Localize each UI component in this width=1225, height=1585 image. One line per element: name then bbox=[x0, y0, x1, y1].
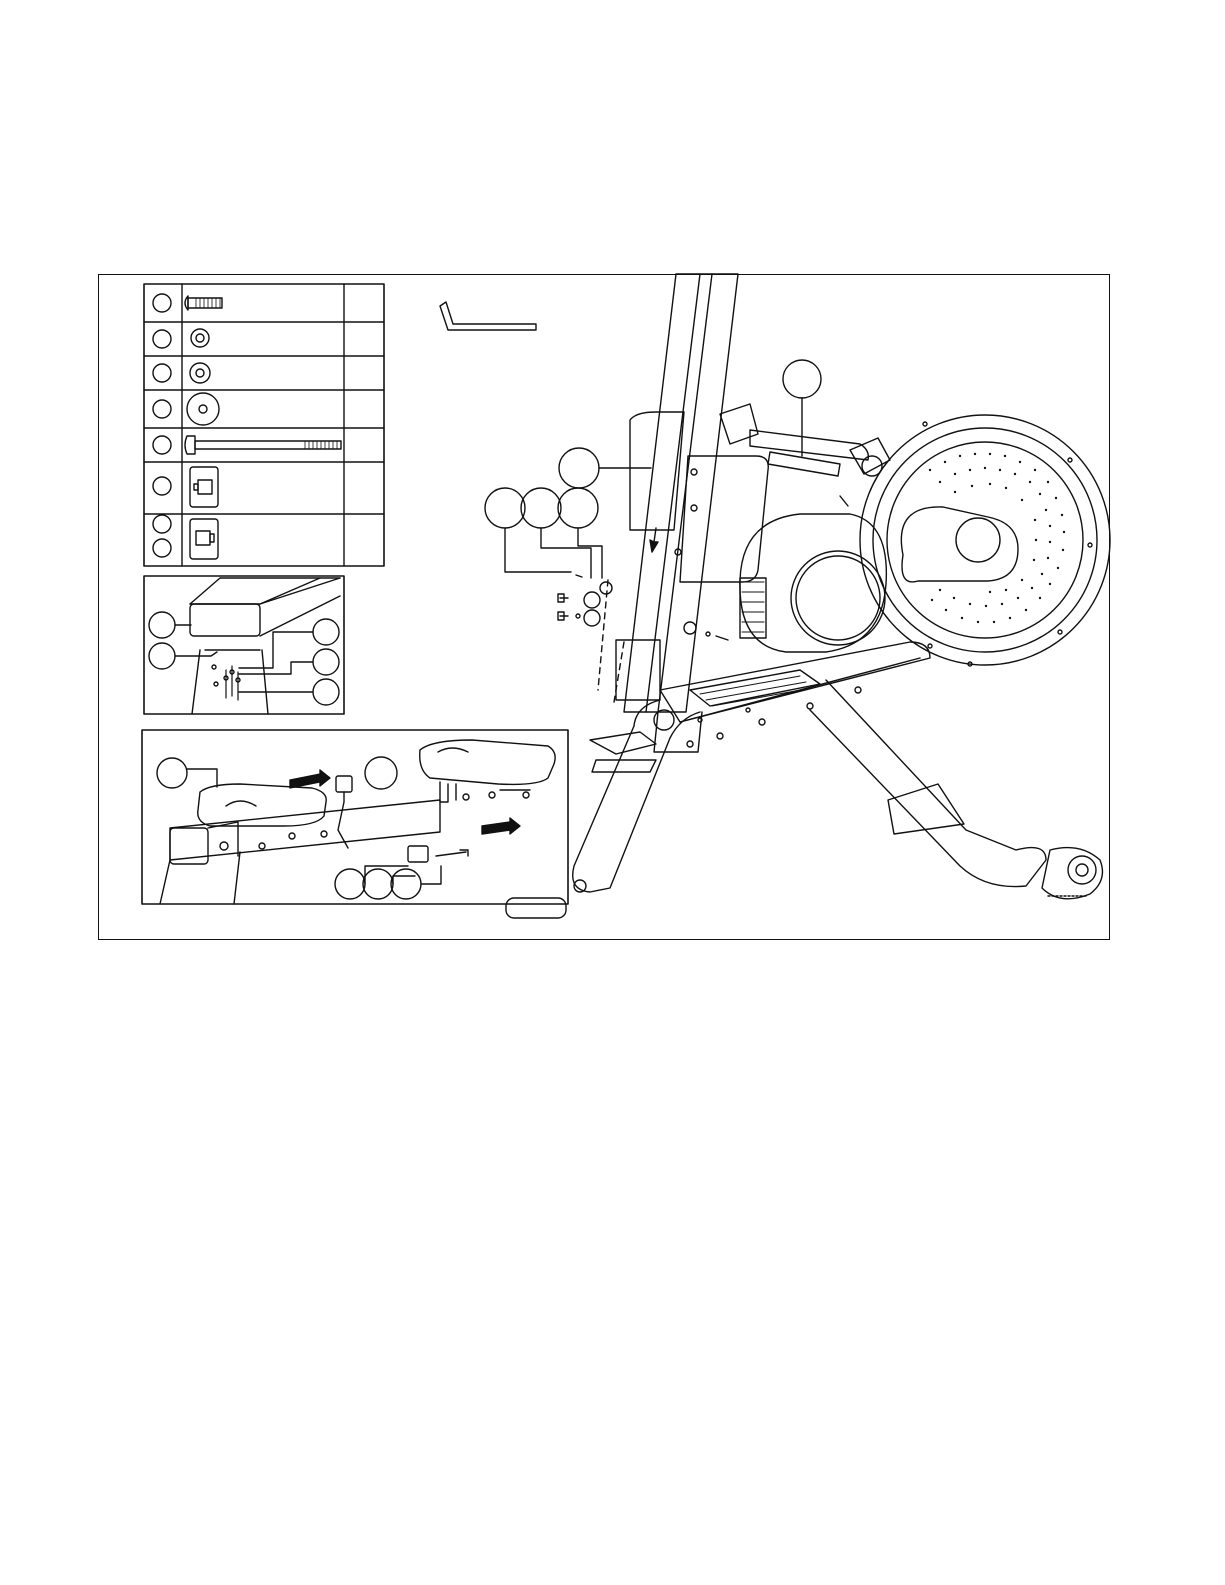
seat-slide-detail bbox=[142, 730, 568, 904]
rower-main-drawing bbox=[485, 274, 1110, 918]
bracket-icon-2 bbox=[190, 519, 218, 559]
lock-washer-icon bbox=[191, 329, 209, 347]
fan-housing bbox=[860, 415, 1110, 666]
bracket-icon bbox=[190, 467, 218, 507]
base-frame bbox=[506, 642, 1102, 918]
bolt-icon bbox=[185, 296, 222, 310]
allen-key-icon bbox=[440, 302, 536, 330]
large-washer-icon bbox=[187, 393, 219, 425]
rail-end-cap-detail bbox=[144, 576, 344, 714]
bolt-set-right bbox=[684, 622, 728, 640]
washer-icon bbox=[190, 363, 210, 383]
hardware-table bbox=[144, 284, 384, 566]
long-bolt-icon bbox=[185, 436, 341, 454]
